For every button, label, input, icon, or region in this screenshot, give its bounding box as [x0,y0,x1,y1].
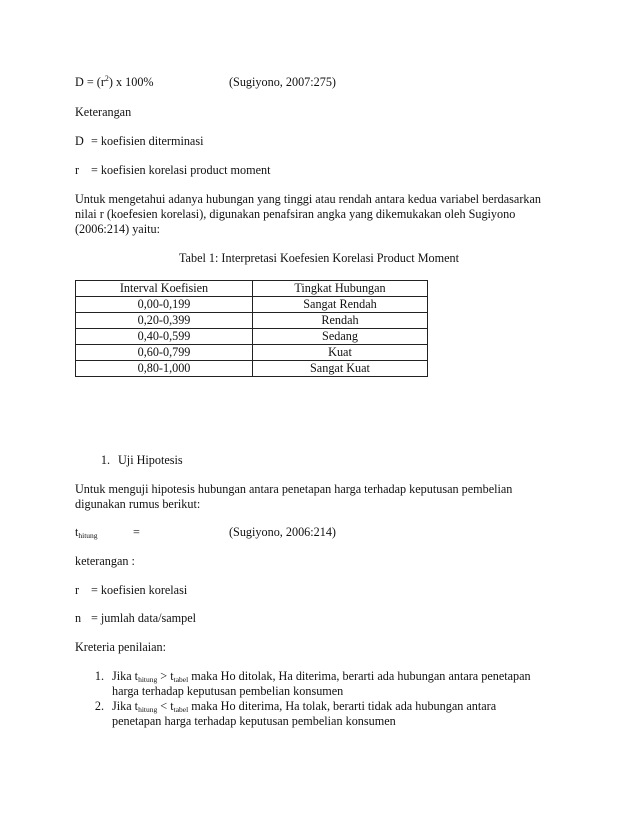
criteria-heading: Kreteria penilaian: [75,640,167,654]
criteria-item-line [112,669,531,684]
definition-d-text: = koefisien diterminasi [91,134,204,148]
definition-d-symbol: D [75,134,84,148]
formula-d-exponent: 2 [104,74,109,83]
formula-d-rhs: ) x 100% [108,75,154,89]
paragraph-line: nilai r (koefesien korelasi), digunakan penafsiran angka yang dikemukakan oleh Sugiyono [75,207,516,221]
formula-d [75,75,154,90]
formula-t-subscript: hitung [78,531,98,540]
criteria-number: 1. [94,669,104,683]
keterangan2-heading: keterangan : [75,554,135,568]
formula-t [75,525,98,540]
section-title: Uji Hipotesis [118,453,183,467]
interpretation-table [75,280,428,377]
criteria-line2: penetapan harga terhadap keputusan pembelian konsumen [112,714,396,728]
criteria-sub-tabel: tabel [173,705,189,714]
criteria-op: < t [157,699,174,713]
definition-r-text: = koefisien korelasi product moment [91,163,271,177]
criteria-line2: harga terhadap keputusan pembelian konsumen [112,684,344,698]
paragraph2-line: Untuk menguji hipotesis hubungan antara penetapan harga terhadap keputusan pembelian [75,482,513,496]
criteria-sub-tabel: tabel [173,675,189,684]
criteria-post: maka Ho ditolak, Ha diterima, berarti ada hubungan antara penetapan [188,669,531,683]
criteria-pre: Jika t [112,699,139,713]
table-row [76,313,428,329]
table-header-tingkat: Tingkat Hubungan [253,281,428,297]
table-cell-interval: 0,80-1,000 [76,361,253,377]
keterangan-heading: Keterangan [75,105,132,119]
paragraph2-line: digunakan rumus berikut: [75,497,201,511]
paragraph-line: Untuk mengetahui adanya hubungan yang tinggi atau rendah antara kedua variabel berdasarkan [75,192,541,206]
table-cell-tingkat: Kuat [253,345,428,361]
criteria-item-line [112,699,496,714]
definition-n-text: = jumlah data/sampel [91,611,197,625]
criteria-post: maka Ho diterima, Ha tolak, berarti tidak ada hubungan antara [188,699,497,713]
table-cell-tingkat: Rendah [253,313,428,329]
formula-d-lhs: D = (r [75,75,105,89]
table-cell-interval: 0,20-0,399 [76,313,253,329]
paragraph-line: (2006:214) yaitu: [75,222,160,236]
criteria-op: > t [157,669,174,683]
table-row [76,297,428,313]
criteria-pre: Jika t [112,669,139,683]
definition-r-symbol: r [75,163,80,177]
table-header-row [76,281,428,297]
formula-d-citation: (Sugiyono, 2007:275) [229,75,336,89]
table-row [76,329,428,345]
definition-r2-symbol: r [75,583,80,597]
table-row [76,361,428,377]
section-number: 1. [100,453,110,467]
criteria-number: 2. [94,699,104,713]
definition-n-symbol: n [75,611,82,625]
table-header-interval: Interval Koefisien [76,281,253,297]
table-cell-interval: 0,00-0,199 [76,297,253,313]
table-cell-tingkat: Sangat Kuat [253,361,428,377]
table-cell-tingkat: Sangat Rendah [253,297,428,313]
table-row [76,345,428,361]
table-cell-interval: 0,60-0,799 [76,345,253,361]
criteria-sub-hitung: hitung [138,675,158,684]
table-cell-interval: 0,40-0,599 [76,329,253,345]
table-cell-tingkat: Sedang [253,329,428,345]
table-caption: Tabel 1: Interpretasi Koefesien Korelasi Product Moment [178,251,460,265]
criteria-sub-hitung: hitung [138,705,158,714]
formula-t-equals: = [133,525,140,539]
formula-t-symbol: t [75,525,79,539]
formula-t-citation: (Sugiyono, 2006:214) [229,525,336,539]
definition-r2-text: = koefisien korelasi [91,583,188,597]
